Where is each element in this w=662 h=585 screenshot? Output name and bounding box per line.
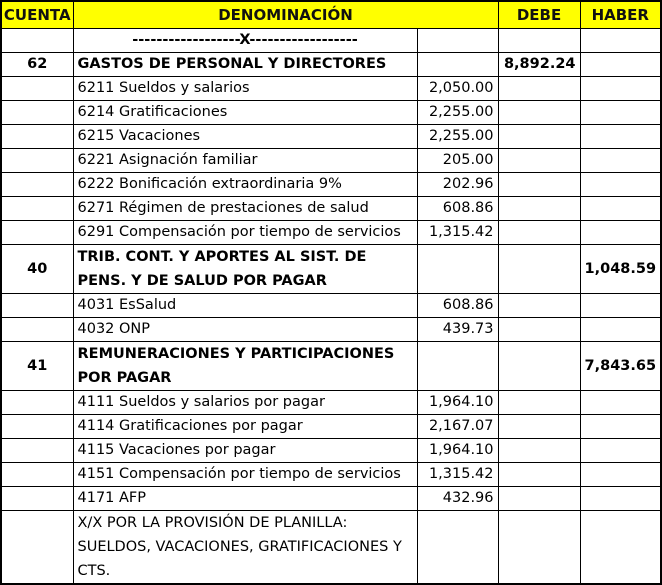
debe-amount <box>498 245 580 294</box>
separator-text: ------------------X------------------ <box>73 29 417 53</box>
subaccount-label: 6221 Asignación familiar <box>73 149 417 173</box>
subaccount-amount: 205.00 <box>417 149 498 173</box>
debe-amount: 8,892.24 <box>498 53 580 77</box>
subaccount-row <box>1 463 661 487</box>
subaccount-row <box>1 77 661 101</box>
header-cuenta: CUENTA <box>1 1 73 29</box>
subaccount-row <box>1 487 661 511</box>
subaccount-amount: 2,255.00 <box>417 101 498 125</box>
debe-amount <box>498 342 580 391</box>
subaccount-row <box>1 173 661 197</box>
subaccount-row <box>1 415 661 439</box>
subaccount-amount: 2,167.07 <box>417 415 498 439</box>
subaccount-row <box>1 197 661 221</box>
subaccount-amount: 608.86 <box>417 294 498 318</box>
subaccount-amount: 1,964.10 <box>417 439 498 463</box>
haber-amount: 1,048.59 <box>580 245 661 294</box>
subaccount-label: 4115 Vacaciones por pagar <box>73 439 417 463</box>
subaccount-label: 6271 Régimen de prestaciones de salud <box>73 197 417 221</box>
subaccount-amount: 202.96 <box>417 173 498 197</box>
subaccount-row <box>1 125 661 149</box>
account-title: GASTOS DE PERSONAL Y DIRECTORES <box>73 53 417 77</box>
subaccount-row <box>1 149 661 173</box>
subaccount-amount: 2,050.00 <box>417 77 498 101</box>
subaccount-row <box>1 101 661 125</box>
haber-amount: 7,843.65 <box>580 342 661 391</box>
header-row <box>1 1 661 29</box>
subaccount-row <box>1 221 661 245</box>
account-row-40 <box>1 245 661 294</box>
subaccount-amount: 1,315.42 <box>417 463 498 487</box>
subaccount-row <box>1 294 661 318</box>
header-debe: DEBE <box>498 1 580 29</box>
header-haber: HABER <box>580 1 661 29</box>
glosa-text: X/X POR LA PROVISIÓN DE PLANILLA: SUELDOS, VACACIONES, GRATIFICACIONES Y CTS. <box>73 511 417 585</box>
subaccount-label: 6291 Compensación por tiempo de servicios <box>73 221 417 245</box>
subaccount-label: 6211 Sueldos y salarios <box>73 77 417 101</box>
subaccount-amount: 608.86 <box>417 197 498 221</box>
account-code: 40 <box>1 245 73 294</box>
subaccount-amount: 2,255.00 <box>417 125 498 149</box>
subaccount-label: 6215 Vacaciones <box>73 125 417 149</box>
subaccount-amount: 1,315.42 <box>417 221 498 245</box>
subaccount-label: 4114 Gratificaciones por pagar <box>73 415 417 439</box>
subaccount-row <box>1 439 661 463</box>
subaccount-label: 4111 Sueldos y salarios por pagar <box>73 391 417 415</box>
subaccount-row <box>1 391 661 415</box>
subaccount-label: 4171 AFP <box>73 487 417 511</box>
subaccount-row <box>1 318 661 342</box>
account-title: REMUNERACIONES Y PARTICIPACIONES POR PAGAR <box>73 342 417 391</box>
header-denominacion: DENOMINACIÓN <box>73 1 498 29</box>
account-code: 41 <box>1 342 73 391</box>
subaccount-label: 6222 Bonificación extraordinaria 9% <box>73 173 417 197</box>
glosa-row <box>1 511 661 585</box>
separator-row <box>1 29 661 53</box>
subaccount-amount: 439.73 <box>417 318 498 342</box>
subaccount-label: 4151 Compensación por tiempo de servicios <box>73 463 417 487</box>
subaccount-amount: 1,964.10 <box>417 391 498 415</box>
account-title: TRIB. CONT. Y APORTES AL SIST. DE PENS. Y DE SALUD POR PAGAR <box>73 245 417 294</box>
subaccount-label: 4031 EsSalud <box>73 294 417 318</box>
subaccount-amount: 432.96 <box>417 487 498 511</box>
account-row-62 <box>1 53 661 77</box>
account-row-41 <box>1 342 661 391</box>
haber-amount <box>580 53 661 77</box>
subaccount-label: 6214 Gratificaciones <box>73 101 417 125</box>
account-code: 62 <box>1 53 73 77</box>
subaccount-label: 4032 ONP <box>73 318 417 342</box>
